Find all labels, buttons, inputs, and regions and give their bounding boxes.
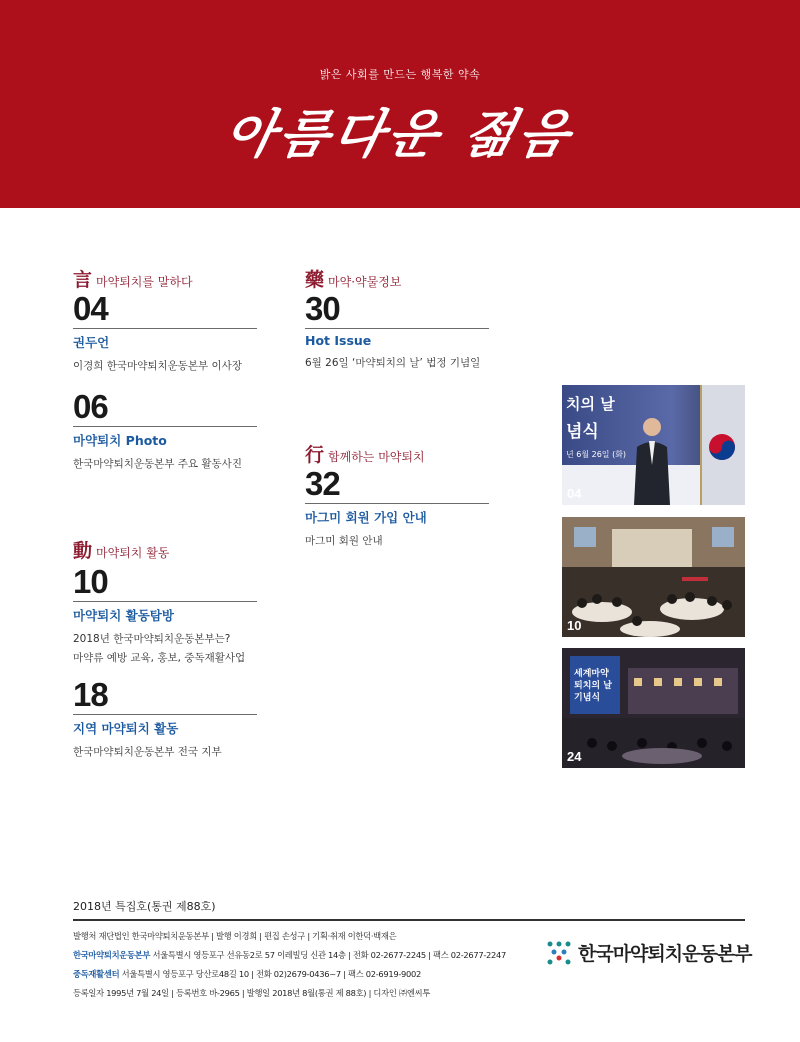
logo-org-name: 한국마약퇴치운동본부 <box>578 943 752 965</box>
svg-text:세계마약: 세계마약 <box>574 669 609 679</box>
section-head-together <box>305 440 425 467</box>
photo-ceremony <box>562 648 745 768</box>
publisher-line: 발행처 재단법인 한국마약퇴치운동본부 | 발행 이경희 | 편집 손성구 | 기획·취재 이한덕·백재은 <box>73 931 397 941</box>
photo-page-number: 24 <box>567 749 582 764</box>
entry-description: 한국마약퇴치운동본부 주요 활동사진 <box>73 458 242 470</box>
registration-line: 등록일자 1995년 7월 24일 | 등록번호 바-2965 | 발행일 2018년 8월(통권 제 88호) | 디자인 ㈜엔씨투 <box>73 988 431 998</box>
divider <box>73 601 257 602</box>
section-head-activities <box>73 536 169 563</box>
org-name: 한국마약퇴치운동본부 <box>73 950 151 960</box>
divider <box>73 426 257 427</box>
divider <box>73 328 257 329</box>
entry-heading: 마그미 회원 가입 안내 <box>305 510 427 525</box>
entry-description: 6월 26일 ‘마약퇴치의 날’ 법정 기념일 <box>305 357 481 369</box>
org-name: 중독재활센터 <box>73 969 120 979</box>
toc-entry-04[interactable] <box>73 292 257 376</box>
svg-text:치의 날: 치의 날 <box>566 395 615 413</box>
photo-page-number: 10 <box>567 618 582 633</box>
entry-heading: 지역 마약퇴치 활동 <box>73 721 179 736</box>
svg-text:퇴치의 날: 퇴치의 날 <box>574 681 612 691</box>
toc-entry-06[interactable] <box>73 390 257 474</box>
footer-divider <box>73 919 745 921</box>
logo-mark-icon <box>546 940 572 966</box>
svg-text:념식: 념식 <box>566 422 599 442</box>
toc-entry-30[interactable] <box>305 292 489 373</box>
section-label: 마약퇴치를 말하다 <box>96 275 193 289</box>
photo-conference <box>562 517 745 637</box>
svg-text:년 6월 26일 (화): 년 6월 26일 (화) <box>566 450 627 459</box>
entry-heading: 마약퇴치 활동탐방 <box>73 608 174 623</box>
hq-address-line: 한국마약퇴치운동본부 서울특별시 영등포구 선유동2로 57 이레빌딩 신관 14층 | 전화 02-2677-2245 | 팩스 02-2677-2247 <box>73 950 506 960</box>
entry-description: 한국마약퇴치운동본부 전국 지부 <box>73 746 222 758</box>
org-logo <box>546 939 752 966</box>
section-hanja: 動 <box>73 540 93 562</box>
entry-description: 이경희 한국마약퇴치운동본부 이사장 <box>73 360 242 372</box>
entry-heading: Hot Issue <box>305 333 372 348</box>
issue-number: 2018년 특집호(통권 제88호) <box>73 900 216 913</box>
divider <box>305 328 489 329</box>
page-number: 32 <box>305 465 340 502</box>
page-number: 04 <box>73 290 108 327</box>
tagline: 밝은 사회를 만드는 행복한 약속 <box>319 68 481 81</box>
section-hanja: 藥 <box>305 269 325 291</box>
photo-conference-image <box>562 517 745 637</box>
entry-description: 마그미 회원 안내 <box>305 535 383 547</box>
section-head-drug-info <box>305 265 401 292</box>
section-label: 함께하는 마약퇴치 <box>328 450 425 464</box>
entry-heading: 권두언 <box>73 335 110 350</box>
page-number: 06 <box>73 388 108 425</box>
svg-text:기념식: 기념식 <box>574 693 601 703</box>
page-number: 10 <box>73 563 108 600</box>
toc-entry-32[interactable] <box>305 467 489 551</box>
divider <box>73 714 257 715</box>
page-number: 18 <box>73 676 108 713</box>
rehab-center-line: 중독재활센터 서울특별시 영등포구 당산로48길 10 | 전화 02)2679-0436~7 | 팩스 02-6919-9002 <box>73 969 421 979</box>
entry-description: 2018년 한국마약퇴치운동본부는? 마약류 예방 교육, 홍보, 중독재활사업 <box>73 633 246 664</box>
divider <box>305 503 489 504</box>
section-label: 마약·약물정보 <box>328 275 402 289</box>
entry-heading: 마약퇴치 Photo <box>73 433 167 448</box>
photo-chairperson-image <box>562 385 745 505</box>
toc-entry-18[interactable] <box>73 678 257 762</box>
section-hanja: 行 <box>305 444 325 466</box>
photo-chairperson <box>562 385 745 505</box>
section-hanja: 言 <box>73 269 93 291</box>
header-banner <box>0 0 800 208</box>
photo-ceremony-image <box>562 648 745 768</box>
magazine-title: 아름다운 젊음 <box>218 104 580 165</box>
section-label: 마약퇴치 활동 <box>96 546 170 560</box>
section-head-speak <box>73 265 193 292</box>
page-number: 30 <box>305 290 340 327</box>
toc-entry-10[interactable] <box>73 565 257 668</box>
photo-page-number: 04 <box>567 486 582 501</box>
